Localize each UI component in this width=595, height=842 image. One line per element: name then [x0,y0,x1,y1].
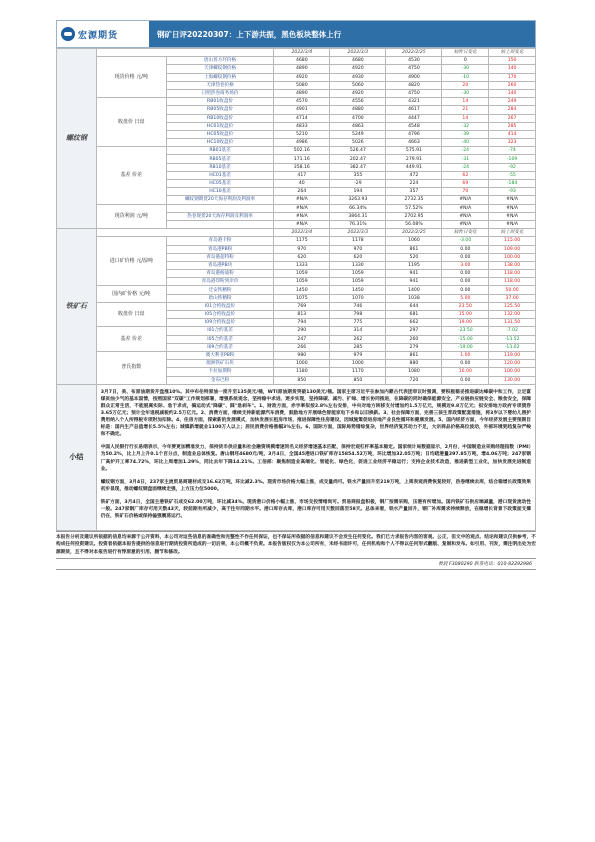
value-cell: 1059 [274,278,330,286]
value-cell: 1070 [330,294,386,302]
disclaimer: 本报告分析及建议所依据的信息均来源于公开资料，本公司对这些信息的准确性和完整性不作任何保证，也不保证所依据的信息和建议不会发生任何变化。我们已力求报告内容的客观、公正，但文中的观点、结论和建议仅供参考，不构成任何投资建议。投资者依据本报告提供的信息进行期货投资所造成的一切后果，本公司概不负责。本报告版权仅为本公司所有，未经书面许可，任何机构和个人不得以任何形式翻版、复制和发布。如引用、刊发，需注明出处为宏源期货，且不得对本报告进行有悖原意的引用、删节和修改。 [56,531,536,558]
value-cell: 4920 [274,73,330,81]
column-header: 较昨日变化 [442,49,489,57]
value-cell: 620 [274,253,330,261]
ore-section-label: 铁矿石 [57,229,97,385]
value-cell: 1000 [274,360,330,368]
logo-icon [61,27,75,41]
value-cell: 472 [386,171,442,179]
change-cell: 19.00 [442,319,489,327]
table-row [57,237,536,245]
value-cell: 1333 [274,261,330,269]
company-logo [57,21,149,47]
change-cell: -55 [489,171,536,179]
value-cell: 880 [386,360,442,368]
row-name: 上海螺纹钢价格 [166,73,273,81]
value-cell: 941 [386,270,442,278]
change-cell: 323 [489,139,536,147]
row-name: HC05基差 [166,180,273,188]
value-cell: 449.91 [386,163,442,171]
change-cell: -39 [442,130,489,138]
row-name: HC05收盘价 [166,130,273,138]
change-cell: -40 [442,139,489,147]
value-cell: 4986 [274,139,330,147]
change-cell: 50.00 [489,286,536,294]
ore-date-header [57,229,536,237]
value-cell: 813 [274,311,330,319]
value-cell: 57.52% [386,204,442,212]
value-cell: #N/A [274,196,330,204]
value-cell: 247 [274,335,330,343]
change-cell: 140 [489,89,536,97]
change-cell: -24 [442,163,489,171]
row-name: 金布巴粉 [166,376,273,384]
change-cell: 260 [489,81,536,89]
value-cell: 4321 [386,98,442,106]
value-cell: 644 [386,302,442,310]
value-cell: 285 [330,343,386,351]
table-row [57,147,536,155]
value-cell: 264 [274,188,330,196]
value-cell: 5080 [274,81,330,89]
row-name: 青岛港杨迪粉 [166,270,273,278]
change-cell: 285 [489,122,536,130]
value-cell: 4750 [386,89,442,97]
group-label: 基差 价差 [96,327,166,352]
value-cell: 941 [386,278,442,286]
value-cell: 794 [274,319,330,327]
value-cell: 4796 [386,130,442,138]
value-cell: 224 [386,180,442,188]
column-header: 2022/3/3 [330,229,386,237]
change-cell: 0.00 [442,278,489,286]
value-cell: 4920 [330,65,386,73]
value-cell: 2702.95 [386,212,442,220]
data-table [56,48,536,531]
row-name: HC01基差 [166,171,273,179]
change-cell: 3.00 [442,261,489,269]
change-cell: 10.00 [442,368,489,376]
value-cell: 4530 [386,57,442,65]
rebar-section-label: 螺纹钢 [57,49,97,229]
value-cell: 4890 [274,89,330,97]
column-header: 较上周变化 [489,49,536,57]
rebar-date-header [57,49,536,57]
change-cell: #N/A [489,212,536,220]
value-cell: 720 [386,376,442,384]
value-cell: 798 [330,311,386,319]
value-cell: 861 [386,351,442,359]
value-cell: #N/A [274,212,330,220]
change-cell: -10 [442,73,489,81]
value-cell: 850 [330,376,386,384]
report-header [56,20,536,48]
change-cell: 138.00 [489,261,536,269]
change-cell: -7.02 [489,327,536,335]
value-cell: 502.16 [274,147,330,155]
change-cell: 20 [442,81,489,89]
value-cell: 357 [386,188,442,196]
row-name: I09合约收盘价 [166,319,273,327]
row-name: 天津热卷价格 [166,81,273,89]
change-cell: 0.00 [442,253,489,261]
value-cell: 979 [330,351,386,359]
value-cell: 4700 [330,114,386,122]
value-cell: 970 [330,245,386,253]
change-cell: 140 [489,65,536,73]
value-cell: 3263.93 [330,196,386,204]
header-blank [96,229,274,237]
value-cell: 769 [274,302,330,310]
change-cell: 109.00 [489,245,536,253]
change-cell: 170 [489,73,536,81]
value-cell: 4863 [330,122,386,130]
value-cell: 262 [330,335,386,343]
value-cell: 1180 [274,368,330,376]
change-cell: #N/A [442,220,489,228]
change-cell: 0.00 [442,360,489,368]
row-name: 澳洲铁矿石块 [166,360,273,368]
row-name: HC10收盘价 [166,139,273,147]
table-row [57,351,536,359]
change-cell: 118.00 [489,278,536,286]
row-name: 青岛港印粉到岸价 [166,278,273,286]
change-cell: -109 [489,155,536,163]
value-cell: 4833 [274,122,330,130]
column-header: 2022/3/4 [274,49,330,57]
row-name: 青岛港PB粉 [166,245,273,253]
value-cell: 1038 [386,294,442,302]
change-cell: -23.50 [442,327,489,335]
change-cell: 5.00 [442,294,489,302]
value-cell: 4663 [386,139,442,147]
change-cell: 1.00 [442,351,489,359]
value-cell: 279.91 [386,155,442,163]
change-cell: -184 [489,180,536,188]
table-row [57,204,536,212]
group-label: 收盘价 日盘 [96,98,166,147]
change-cell: 21 [442,106,489,114]
change-cell: 125.50 [489,302,536,310]
rebar-summary: 螺纹钢方面，3月4日，237家主流贸易商建材成交16.62万吨，环比减2.3%。现货市场价格大幅上涨，成交量尚可。铁水产量回升至219万吨，上周表观消费恢复较好，热卷继续去库，结合稳增长政策效果初步显现，推动螺纹钢盘面继续走强，上方压力位5000。 [100,479,531,492]
column-header: 2022/2/25 [386,49,442,57]
change-cell: 284 [489,106,536,114]
row-name: HC01收盘价 [166,122,273,130]
change-cell: 249 [489,98,536,106]
value-cell: 194 [330,188,386,196]
value-cell: 4930 [330,73,386,81]
change-cell: 37.00 [489,294,536,302]
table-row [57,302,536,310]
row-name: 热卷现货20天海存利润及利润率 [166,212,273,220]
change-cell: 0.00 [442,376,489,384]
value-cell: 1450 [274,286,330,294]
value-cell: 4447 [386,114,442,122]
value-cell: 1059 [274,270,330,278]
value-cell: 5060 [330,81,386,89]
ore-summary: 铁矿方面，3月4日，全国主港铁矿石成交62.00万吨，环比减34%。现货港口价格小幅上涨，市场交投情绪尚可。贸易商报盘积极，钢厂按需采购，压港有所增加。国内铁矿石供应端减量，港口现货流动性一般。247家钢厂库存可用天数43天，较前期有所减少，高于往年同期水平。港口库存去库，港口库存可用天数回落至58天。总体来看，铁水产量回升，钢厂补库需求持续释放，在稳增长背景下政策面支撑仍在，铁矿石价格或保持偏强震荡运行。 [100,499,531,520]
change-cell: 115.00 [489,237,536,245]
change-cell: 70 [442,188,489,196]
group-label: 进口矿价格 元/湿吨 [96,237,166,286]
value-cell: 355 [330,171,386,179]
value-cell: 4901 [274,106,330,114]
change-cell: 0.00 [442,286,489,294]
row-name: 天津螺纹钢价格 [166,65,273,73]
change-cell: 100.00 [489,253,536,261]
value-cell: 5249 [330,130,386,138]
value-cell: 4750 [386,65,442,73]
value-cell: 314 [330,327,386,335]
change-cell: 69 [442,180,489,188]
change-cell: 130.00 [489,376,536,384]
value-cell: 4920 [330,89,386,97]
group-label: 国内矿价格 元/吨 [96,286,166,302]
change-cell: -19.00 [442,343,489,351]
row-name: 青岛港卡粉 [166,237,273,245]
row-name [166,204,273,212]
value-cell: 526.47 [330,147,386,155]
change-cell: -13.52 [489,335,536,343]
row-name: I01合约收盘价 [166,302,273,310]
row-name: 日照热卷商务场价 [166,89,273,97]
change-cell: #N/A [442,204,489,212]
column-header: 2022/2/25 [386,229,442,237]
change-cell: -15.00 [442,335,489,343]
summary-paragraph-2: 中国人民银行行长易纲表示，今年要更加精准发力，保持货币供应量和社会融资规模增速同名义经济增速基本匹配，保持宏观杠杆率基本稳定。国家统计局数据显示，2月份，中国制造业采购经理指数（PMI）为50.2%，比上月上升0.1个百分点，制造业总体恢复。唐山钢坯4680元/吨，3月4日，全国45港进口铁矿库存15854.52万吨，环比增加32.05万吨；日均疏港量297.85万吨，增4.06万吨；247家钢厂高炉开工率74.72%，环比上周增加1.29%，同比去年下降14.21%。工信部：聚焦制造业高端化、智能化、绿色化，促进工业经济平稳运行；支持企业技术改造，推进新型工业化，加快发展先进制造业。 [100,445,531,472]
row-name: 澳大利亚PB粉 [166,351,273,359]
column-header: 较昨日变化 [442,229,489,237]
logo-text: 宏源期货 [78,30,119,41]
value-cell: 4900 [386,73,442,81]
value-cell: 202.47 [330,155,386,163]
row-name: HC10基差 [166,188,273,196]
change-cell: #N/A [489,204,536,212]
value-cell: 662 [386,319,442,327]
value-cell: 4680 [274,57,330,65]
summary-table [57,384,536,531]
value-cell: 4890 [274,65,330,73]
value-cell: 2732.35 [386,196,442,204]
change-cell: 23.50 [442,302,489,310]
value-cell: 3864.31 [330,212,386,220]
value-cell: 775 [330,319,386,327]
row-name: RB10基差 [166,163,273,171]
value-cell: 66.34% [330,204,386,212]
value-cell: 56.08% [386,220,442,228]
value-cell: 4548 [386,122,442,130]
change-cell: -3.00 [442,237,489,245]
value-cell: 171.16 [274,155,330,163]
value-cell: 4820 [386,81,442,89]
change-cell: 267 [489,114,536,122]
change-cell: 119.00 [489,351,536,359]
value-cell: 382.47 [330,163,386,171]
row-name: 迁安铁精粉 [166,286,273,294]
value-cell: 620 [330,253,386,261]
value-cell: 746 [330,302,386,310]
value-cell: 4680 [330,57,386,65]
value-cell: 1450 [330,286,386,294]
change-cell: #N/A [442,196,489,204]
value-cell: #N/A [274,220,330,228]
value-cell: 1059 [330,270,386,278]
change-cell: 414 [489,130,536,138]
change-cell: -74 [489,147,536,155]
change-cell: 100.00 [489,368,536,376]
change-cell: 0.00 [442,245,489,253]
rebar-table [57,49,536,229]
value-cell: 4556 [330,98,386,106]
change-cell: -32 [442,122,489,130]
change-cell: -24 [442,147,489,155]
column-header: 2022/3/3 [330,49,386,57]
report-title: 钢矿日评20220307：上下游共振，黑色板块整体上行 [149,21,535,47]
value-cell: 520 [386,253,442,261]
change-cell: #N/A [489,196,536,204]
row-name: 唐山铁精粉 [166,294,273,302]
change-cell: 14 [442,98,489,106]
value-cell: 1330 [330,261,386,269]
value-cell: #N/A [274,204,330,212]
value-cell: 1178 [330,237,386,245]
column-header: 2022/3/4 [274,229,330,237]
row-name: RB05基差 [166,155,273,163]
table-row [57,98,536,106]
change-cell: 15.00 [442,311,489,319]
contact-footer: 黄晨 F3080290 联系电话：010-82292986 [56,558,536,570]
row-name: RB05收盘价 [166,106,273,114]
row-name: I05合约收盘价 [166,311,273,319]
value-cell: 279 [386,343,442,351]
ore-table [57,229,536,385]
value-cell: 417 [274,171,330,179]
value-cell: 1175 [274,237,330,245]
header-blank [96,49,274,57]
change-cell: -30 [442,65,489,73]
row-name: 青岛港PB块 [166,261,273,269]
value-cell: 1080 [386,368,442,376]
value-cell: 1075 [274,294,330,302]
value-cell: -29 [330,180,386,188]
change-cell: 0.00 [442,270,489,278]
change-cell: 14 [442,114,489,122]
value-cell: 861 [386,245,442,253]
row-name: 青岛港超特粉 [166,253,273,261]
value-cell: 5026 [330,139,386,147]
summary-text [96,384,535,531]
change-cell: -93 [489,188,536,196]
change-cell: 0 [442,57,489,65]
change-cell: #N/A [489,220,536,228]
value-cell: 40 [274,180,330,188]
row-name: 螺纹钢期货20天海存利润及利润率 [166,196,273,204]
group-label: 基差 价差 [96,147,166,204]
change-cell: 62 [442,171,489,179]
value-cell: 5210 [274,130,330,138]
value-cell: 1400 [386,286,442,294]
summary-paragraph-1: 3月7日，美、布原油期货开盘涨10%。其中布伦特原油一度升至135美元/桶，WTI原油期货突破130美元/桶。国家主席习近平在参加内蒙古代表团审议时强调，要积极稳妥推进碳达峰碳中和工作，立足富煤贫油少气的基本国情，按照国家"双碳"工作规划部署，增强系统观念，坚持稳中求进、逐步实现，坚持降碳、减污、扩绿、增长协同推进，在降碳的同时确保能源安全、产业链供应链安全、粮食安全，保障群众正常生活，不能脱离实际、急于求成，搞运动式"降碳"、踩"急刹车"。1、财政方面，赤字率拟按2.8%左右安排，中央对地方转移支付增加约1.5万亿元，规模近9.8万亿元；拟安排地方政府专项债券3.65万亿元；预计全年退税减税约2.5万亿元。2、消费方面，继续支持新能源汽车消费，鼓励地方开展绿色智能家电下乡和以旧换新。3、社会保障方面，完善三孩生育政策配套措施，将3岁以下婴幼儿照护费用纳入个人所得税专项附加扣除。4、住房方面，探索新的发展模式，加快发展长租房市场，推进保障性住房建设，因城施策促进房地产业良性循环和健康发展。5、国内经济方面，今年经济发展主要预期目标是：国内生产总值增长5.5%左右；城镇新增就业1100万人以上；居民消费价格涨幅3%左右。6、国际方面，国际局势错综复杂，世界经济复苏动力不足，大宗商品价格高位波动，外部环境更趋复杂严峻和不确定。 [100,389,531,438]
value-cell: 980 [274,351,330,359]
value-cell: 260 [386,335,442,343]
row-name: RB01收盘价 [166,98,273,106]
change-cell: #N/A [442,212,489,220]
value-cell: 1195 [386,261,442,269]
table-row [57,286,536,294]
change-cell: 150 [489,57,536,65]
row-name: RB10收盘价 [166,114,273,122]
change-cell: -31 [442,155,489,163]
value-cell: 4714 [274,114,330,122]
summary-label: 小结 [57,384,97,531]
change-cell: -92 [489,163,536,171]
value-cell: 297 [386,327,442,335]
row-name: I05合约基差 [166,335,273,343]
change-cell: 118.00 [489,270,536,278]
value-cell: 4617 [386,106,442,114]
table-row [57,327,536,335]
group-label: 收盘价 日盘 [96,302,166,327]
value-cell: 1059 [330,278,386,286]
group-label: 普氏指数 [96,351,166,384]
table-row [57,57,536,65]
value-cell: 4570 [274,98,330,106]
column-header: 较上周变化 [489,229,536,237]
value-cell: 290 [274,327,330,335]
row-name: I01合约基差 [166,327,273,335]
row-name: I09合约基差 [166,343,273,351]
value-cell: 76.31% [330,220,386,228]
value-cell: 850 [274,376,330,384]
group-label: 现货利润 元/吨 [96,204,166,229]
value-cell: 681 [386,311,442,319]
value-cell: 266 [274,343,330,351]
value-cell: 1170 [330,368,386,376]
value-cell: 4880 [330,106,386,114]
value-cell: 970 [274,245,330,253]
row-name: 唐山普方坯价格 [166,57,273,65]
group-label: 现货价格 元/吨 [96,57,166,98]
value-cell: 575.91 [386,147,442,155]
row-name: RB01基差 [166,147,273,155]
value-cell: 358.16 [274,163,330,171]
change-cell: 120.00 [489,360,536,368]
change-cell: -30 [442,89,489,97]
change-cell: -13.02 [489,343,536,351]
change-cell: 132.00 [489,311,536,319]
row-name [166,220,273,228]
row-name: 卡拉加斯粉 [166,368,273,376]
value-cell: 1060 [386,237,442,245]
report-page [56,20,536,570]
change-cell: 131.50 [489,319,536,327]
value-cell: 1000 [330,360,386,368]
